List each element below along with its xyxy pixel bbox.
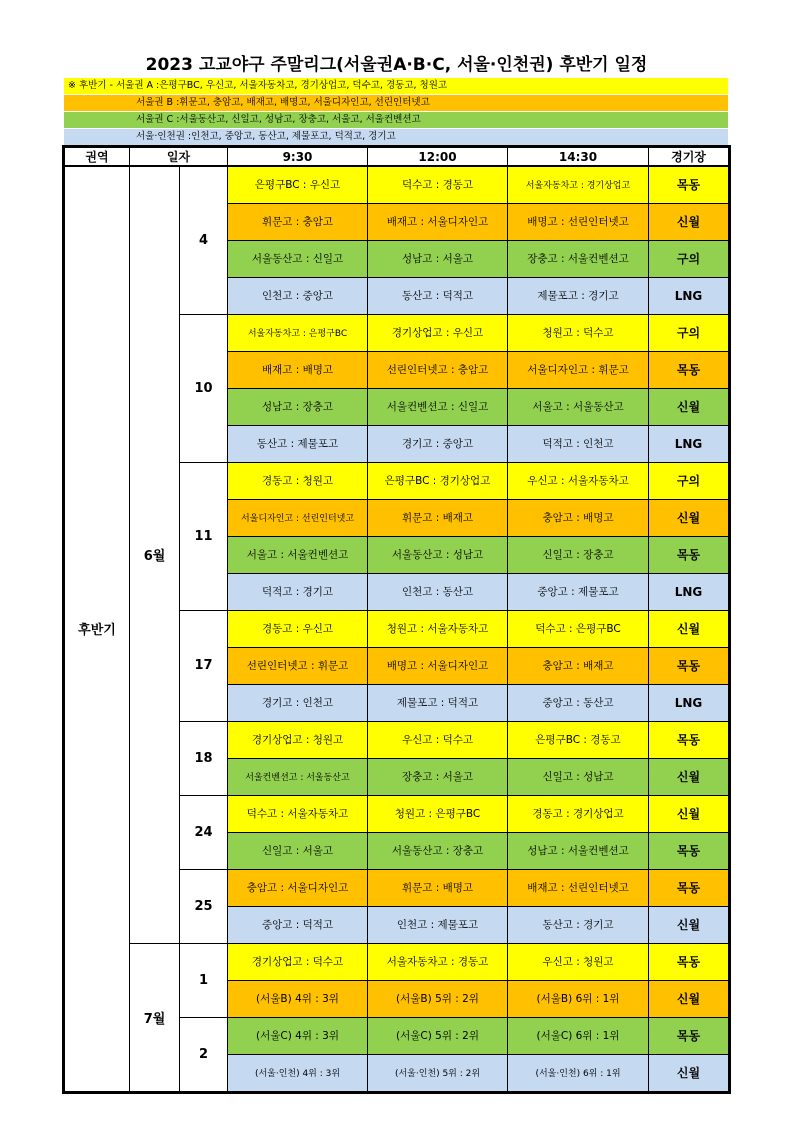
match-cell: 동산고 : 덕적고 (368, 277, 508, 314)
legend-teams: 서울동산고, 신일고, 성남고, 장충고, 서울고, 서울컨벤션고 (179, 114, 421, 125)
match-cell: 덕수고 : 은평구BC (508, 610, 649, 647)
header-region: 권역 (65, 148, 130, 167)
match-cell: 휘문고 : 배명고 (368, 869, 508, 906)
legend-prefix: 서울·인천권 : (136, 131, 192, 142)
match-cell: (서울·인천) 5위 : 2위 (368, 1054, 508, 1091)
day-label: 1 (180, 943, 228, 1017)
match-cell: 청원고 : 덕수고 (508, 314, 649, 351)
schedule-row (65, 166, 729, 203)
month-label: 7월 (130, 943, 180, 1091)
venue-cell: 신월 (649, 499, 729, 536)
legend-prefix: 서울권 B : (136, 97, 180, 108)
venue-cell: 목동 (649, 943, 729, 980)
venue-cell: 신월 (649, 203, 729, 240)
month-label: 6월 (130, 166, 180, 943)
match-cell: 서울동산고 : 신일고 (228, 240, 368, 277)
match-cell: 우신고 : 청원고 (508, 943, 649, 980)
match-cell: 은평구BC : 경동고 (508, 721, 649, 758)
match-cell: 장충고 : 서울컨벤션고 (508, 240, 649, 277)
match-cell: 배명고 : 선린인터넷고 (508, 203, 649, 240)
match-cell: 경동고 : 우신고 (228, 610, 368, 647)
match-cell: 배재고 : 배명고 (228, 351, 368, 388)
match-cell: 서울자동차고 : 경동고 (368, 943, 508, 980)
match-cell: 중앙고 : 덕적고 (228, 906, 368, 943)
venue-cell: LNG (649, 277, 729, 314)
half-label: 후반기 (65, 166, 130, 1091)
match-cell: (서울·인천) 6위 : 1위 (508, 1054, 649, 1091)
match-cell: 은평구BC : 경기상업고 (368, 462, 508, 499)
match-cell: 인천고 : 중앙고 (228, 277, 368, 314)
legend-teams: 은평구BC, 우신고, 서울자동차고, 경기상업고, 덕수고, 경동고, 청원고 (159, 80, 448, 91)
match-cell: 경기상업고 : 덕수고 (228, 943, 368, 980)
match-cell: 인천고 : 제물포고 (368, 906, 508, 943)
match-cell: 덕적고 : 인천고 (508, 425, 649, 462)
match-cell: 중앙고 : 제물포고 (508, 573, 649, 610)
match-cell: 충암고 : 배재고 (508, 647, 649, 684)
header-time-1200: 12:00 (368, 148, 508, 167)
match-cell: 경기상업고 : 우신고 (368, 314, 508, 351)
match-cell: 서울동산고 : 장충고 (368, 832, 508, 869)
match-cell: 우신고 : 덕수고 (368, 721, 508, 758)
match-cell: 신일고 : 성남고 (508, 758, 649, 795)
match-cell: (서울C) 6위 : 1위 (508, 1017, 649, 1054)
match-cell: 인천고 : 동산고 (368, 573, 508, 610)
day-label: 2 (180, 1017, 228, 1091)
match-cell: 동산고 : 경기고 (508, 906, 649, 943)
match-cell: (서울B) 5위 : 2위 (368, 980, 508, 1017)
header-time-0930: 9:30 (228, 148, 368, 167)
match-cell: 제물포고 : 덕적고 (368, 684, 508, 721)
venue-cell: 목동 (649, 721, 729, 758)
match-cell: 서울컨벤션고 : 신일고 (368, 388, 508, 425)
match-cell: 서울동산고 : 성남고 (368, 536, 508, 573)
match-cell: 서울고 : 서울동산고 (508, 388, 649, 425)
day-label: 25 (180, 869, 228, 943)
match-cell: 충암고 : 서울디자인고 (228, 869, 368, 906)
header-venue: 경기장 (649, 148, 729, 167)
match-cell: 서울디자인고 : 선린인터넷고 (228, 499, 368, 536)
schedule-body (65, 166, 729, 1091)
match-cell: 신일고 : 장충고 (508, 536, 649, 573)
match-cell: 배재고 : 선린인터넷고 (508, 869, 649, 906)
day-label: 18 (180, 721, 228, 795)
match-cell: 충암고 : 배명고 (508, 499, 649, 536)
match-cell: 휘문고 : 배재고 (368, 499, 508, 536)
schedule-table (64, 147, 729, 1092)
venue-cell: 목동 (649, 832, 729, 869)
match-cell: (서울·인천) 4위 : 3위 (228, 1054, 368, 1091)
match-cell: 덕수고 : 서울자동차고 (228, 795, 368, 832)
venue-cell: 신월 (649, 388, 729, 425)
venue-cell: 목동 (649, 1017, 729, 1054)
match-cell: 서울자동차고 : 은평구BC (228, 314, 368, 351)
match-cell: 서울자동차고 : 경기상업고 (508, 166, 649, 203)
match-cell: 우신고 : 서울자동차고 (508, 462, 649, 499)
venue-cell: 목동 (649, 536, 729, 573)
header-date: 일자 (130, 148, 228, 167)
legend-row-a (64, 78, 728, 94)
page-title: 2023 고교야구 주말리그(서울권A·B·C, 서울·인천권) 후반기 일정 (145, 55, 648, 75)
match-cell: 선린인터넷고 : 충암고 (368, 351, 508, 388)
match-cell: 제물포고 : 경기고 (508, 277, 649, 314)
match-cell: 경기상업고 : 청원고 (228, 721, 368, 758)
venue-cell: LNG (649, 573, 729, 610)
venue-cell: 신월 (649, 758, 729, 795)
venue-cell: 목동 (649, 351, 729, 388)
match-cell: 성남고 : 장충고 (228, 388, 368, 425)
venue-cell: 신월 (649, 610, 729, 647)
day-label: 17 (180, 610, 228, 721)
venue-cell: 목동 (649, 166, 729, 203)
legend-prefix: ※ 후반기 - 서울권 A : (68, 80, 160, 91)
match-cell: 덕적고 : 경기고 (228, 573, 368, 610)
match-cell: 성남고 : 서울고 (368, 240, 508, 277)
legend-teams: 인천고, 중앙고, 동산고, 제물포고, 덕적고, 경기고 (191, 131, 396, 142)
match-cell: 휘문고 : 충암고 (228, 203, 368, 240)
venue-cell: 목동 (649, 647, 729, 684)
match-cell: 경동고 : 경기상업고 (508, 795, 649, 832)
match-cell: 신일고 : 서울고 (228, 832, 368, 869)
match-cell: (서울B) 6위 : 1위 (508, 980, 649, 1017)
venue-cell: 신월 (649, 980, 729, 1017)
header-time-1430: 14:30 (508, 148, 649, 167)
legend-row-b (64, 95, 728, 111)
legend-row-c (64, 112, 728, 128)
match-cell: (서울C) 4위 : 3위 (228, 1017, 368, 1054)
match-cell: 은평구BC : 우신고 (228, 166, 368, 203)
match-cell: 경기고 : 중앙고 (368, 425, 508, 462)
legend-prefix: 서울권 C : (136, 114, 180, 125)
match-cell: (서울C) 5위 : 2위 (368, 1017, 508, 1054)
match-cell: 서울고 : 서울컨벤션고 (228, 536, 368, 573)
match-cell: 장충고 : 서울고 (368, 758, 508, 795)
venue-cell: 목동 (649, 869, 729, 906)
day-label: 11 (180, 462, 228, 610)
legend-row-incheon (64, 129, 728, 145)
venue-cell: 신월 (649, 906, 729, 943)
match-cell: 덕수고 : 경동고 (368, 166, 508, 203)
match-cell: 서울컨벤션고 : 서울동산고 (228, 758, 368, 795)
venue-cell: 구의 (649, 314, 729, 351)
match-cell: 배재고 : 서울디자인고 (368, 203, 508, 240)
match-cell: 선린인터넷고 : 휘문고 (228, 647, 368, 684)
venue-cell: LNG (649, 425, 729, 462)
match-cell: (서울B) 4위 : 3위 (228, 980, 368, 1017)
venue-cell: 신월 (649, 1054, 729, 1091)
day-label: 4 (180, 166, 228, 314)
day-label: 24 (180, 795, 228, 869)
match-cell: 동산고 : 제물포고 (228, 425, 368, 462)
venue-cell: 구의 (649, 462, 729, 499)
match-cell: 중앙고 : 동산고 (508, 684, 649, 721)
venue-cell: LNG (649, 684, 729, 721)
match-cell: 경기고 : 인천고 (228, 684, 368, 721)
schedule-row (65, 943, 729, 980)
venue-cell: 신월 (649, 795, 729, 832)
match-cell: 성남고 : 서울컨벤션고 (508, 832, 649, 869)
match-cell: 청원고 : 은평구BC (368, 795, 508, 832)
day-label: 10 (180, 314, 228, 462)
match-cell: 서울디자인고 : 휘문고 (508, 351, 649, 388)
venue-cell: 구의 (649, 240, 729, 277)
match-cell: 배명고 : 서울디자인고 (368, 647, 508, 684)
legend-teams: 휘문고, 충암고, 배재고, 배명고, 서울디자인고, 선린인터넷고 (179, 97, 430, 108)
header-row (65, 148, 729, 167)
match-cell: 경동고 : 청원고 (228, 462, 368, 499)
match-cell: 청원고 : 서울자동차고 (368, 610, 508, 647)
